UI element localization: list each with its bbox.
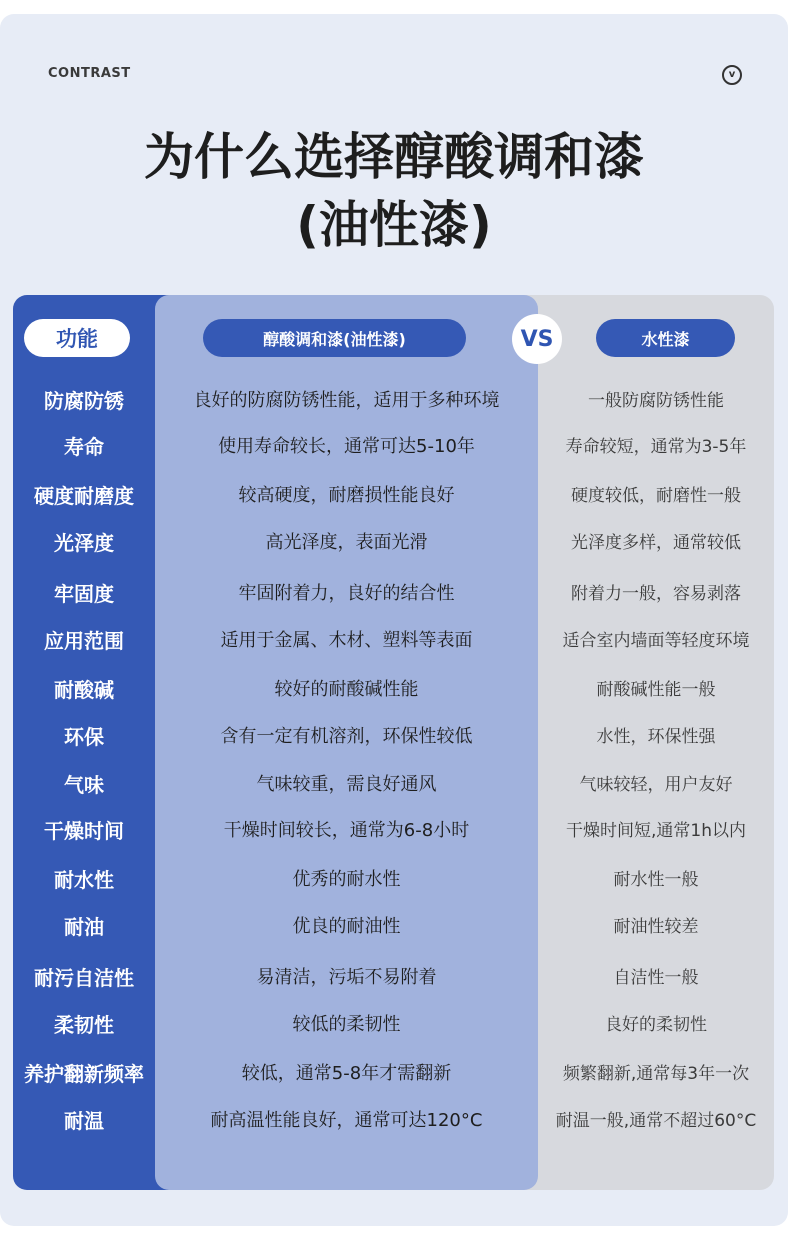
row-function-label: 应用范围	[44, 629, 124, 653]
row-oil-value: 适用于金属、木材、塑料等表面	[220, 630, 473, 651]
table-row	[13, 579, 774, 609]
row-water-value: 耐温一般,通常不超过60°C	[555, 1111, 757, 1131]
row-water-value: 耐油性较差	[613, 917, 699, 937]
table-row	[13, 722, 774, 752]
row-oil-value: 较低，通常5-8年才需翻新	[241, 1063, 452, 1084]
row-oil-value: 优良的耐油性	[292, 916, 401, 937]
row-function-label: 养护翻新频率	[24, 1062, 144, 1086]
row-function-label: 硬度耐磨度	[34, 484, 134, 508]
row-function-label: 干燥时间	[44, 819, 124, 843]
row-oil-value: 耐高温性能良好，通常可达120°C	[210, 1110, 483, 1131]
table-row	[13, 816, 774, 846]
row-function-label: 环保	[64, 725, 104, 749]
page-title-line1: 为什么选择醇酸调和漆	[144, 128, 644, 186]
table-row	[13, 1010, 774, 1040]
row-water-value: 一般防腐防锈性能	[588, 391, 724, 411]
table-row	[13, 528, 774, 558]
row-water-value: 耐水性一般	[613, 870, 699, 890]
table-row	[13, 770, 774, 800]
row-oil-value: 较好的耐酸碱性能	[274, 679, 419, 700]
table-row	[13, 675, 774, 705]
eyebrow-label: CONTRAST	[48, 66, 131, 81]
row-oil-value: 较低的柔韧性	[292, 1014, 401, 1035]
row-function-label: 寿命	[64, 435, 104, 459]
row-water-value: 耐酸碱性能一般	[596, 680, 716, 700]
row-function-label: 耐酸碱	[54, 678, 114, 702]
water-paint-header: 水性漆	[596, 319, 735, 357]
row-water-value: 附着力一般，容易剥落	[571, 584, 741, 604]
row-function-label: 光泽度	[54, 531, 114, 555]
page-title-line2: (油性漆)	[296, 196, 492, 254]
table-row	[13, 626, 774, 656]
row-water-value: 水性，环保性强	[596, 727, 716, 747]
row-oil-value: 易清洁，污垢不易附着	[256, 967, 437, 988]
row-function-label: 耐水性	[54, 868, 114, 892]
row-water-value: 自洁性一般	[613, 968, 699, 988]
vs-badge: VS	[512, 314, 562, 364]
row-oil-value: 气味较重，需良好通风	[256, 774, 437, 795]
table-row	[13, 432, 774, 462]
row-oil-value: 高光泽度，表面光滑	[265, 532, 428, 553]
row-water-value: 气味较轻，用户友好	[579, 775, 733, 795]
row-water-value: 硬度较低，耐磨性一般	[571, 486, 741, 506]
table-row	[13, 963, 774, 993]
row-oil-value: 含有一定有机溶剂，环保性较低	[220, 726, 473, 747]
row-function-label: 柔韧性	[54, 1013, 114, 1037]
row-function-label: 耐油	[64, 915, 104, 939]
table-row	[13, 481, 774, 511]
row-water-value: 寿命较短，通常为3-5年	[565, 437, 747, 457]
table-row	[13, 386, 774, 416]
row-function-label: 耐温	[64, 1109, 104, 1133]
row-function-label: 防腐防锈	[44, 389, 124, 413]
row-function-label: 耐污自洁性	[34, 966, 134, 990]
function-header: 功能	[24, 319, 130, 357]
row-oil-value: 优秀的耐水性	[292, 869, 401, 890]
row-oil-value: 使用寿命较长，通常可达5-10年	[218, 436, 475, 457]
row-oil-value: 牢固附着力，良好的结合性	[238, 583, 455, 604]
row-function-label: 气味	[64, 773, 104, 797]
table-row	[13, 1059, 774, 1089]
oil-paint-header: 醇酸调和漆(油性漆)	[203, 319, 466, 357]
row-water-value: 光泽度多样，通常较低	[571, 533, 741, 553]
row-oil-value: 良好的防腐防锈性能，适用于多种环境	[193, 390, 500, 411]
row-water-value: 适合室内墙面等轻度环境	[562, 631, 750, 651]
row-water-value: 良好的柔韧性	[605, 1015, 707, 1035]
table-row	[13, 865, 774, 895]
table-row	[13, 1106, 774, 1136]
row-oil-value: 干燥时间较长，通常为6-8小时	[223, 820, 470, 841]
row-function-label: 牢固度	[54, 582, 114, 606]
row-water-value: 干燥时间短,通常1h以内	[566, 821, 746, 841]
comparison-table	[13, 295, 774, 1190]
row-water-value: 频繁翻新,通常每3年一次	[562, 1064, 750, 1084]
v-badge-icon: v	[722, 65, 742, 85]
row-oil-value: 较高硬度，耐磨损性能良好	[238, 485, 455, 506]
table-row	[13, 912, 774, 942]
